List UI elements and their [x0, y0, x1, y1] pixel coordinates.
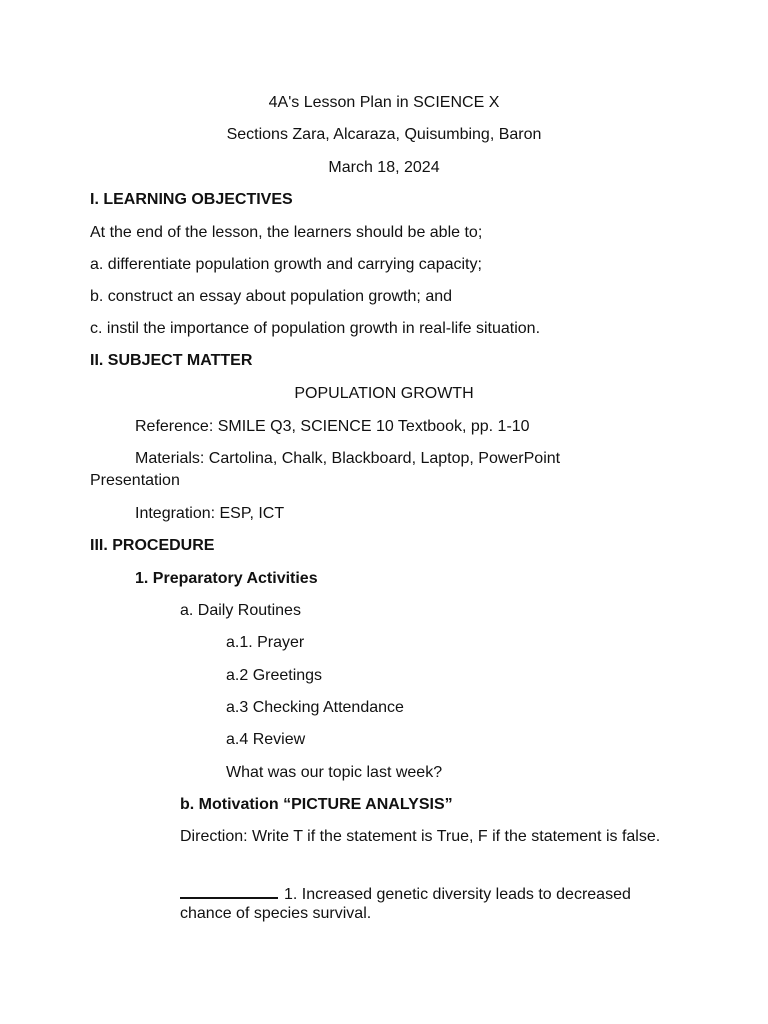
preparatory-activities-heading: 1. Preparatory Activities [135, 570, 318, 587]
topic-title: POPULATION GROWTH [294, 385, 474, 402]
reference-line: Reference: SMILE Q3, SCIENCE 10 Textbook, pp. 1-10 [135, 418, 530, 435]
lesson-title: 4A's Lesson Plan in SCIENCE X [268, 94, 500, 111]
integration-line: Integration: ESP, ICT [135, 505, 285, 522]
quiz-item-1-text: 1. Increased genetic diversity leads to decreased [284, 886, 631, 903]
sections-line: Sections Zara, Alcaraza, Quisumbing, Baron [226, 126, 542, 143]
direction-text: Direction: Write T if the statement is True, F if the statement is false. [180, 828, 661, 845]
objective-item-b: b. construct an essay about population growth; and [90, 288, 453, 305]
date-line: March 18, 2024 [328, 159, 440, 176]
objectives-heading: I. LEARNING OBJECTIVES [90, 191, 293, 208]
objectives-intro: At the end of the lesson, the learners should be able to; [90, 224, 483, 241]
routine-greetings: a.2 Greetings [226, 667, 323, 684]
motivation-heading: b. Motivation “PICTURE ANALYSIS” [180, 796, 453, 813]
materials-line-continued: Presentation [90, 472, 180, 489]
subject-matter-heading: II. SUBJECT MATTER [90, 352, 253, 369]
routine-prayer: a.1. Prayer [226, 634, 305, 651]
procedure-heading: III. PROCEDURE [90, 537, 215, 554]
daily-routines-heading: a. Daily Routines [180, 602, 301, 619]
quiz-item-1-continued: chance of species survival. [180, 905, 372, 922]
materials-line: Materials: Cartolina, Chalk, Blackboard, Laptop, PowerPoint [135, 450, 561, 467]
routine-review: a.4 Review [226, 731, 306, 748]
objective-item-a: a. differentiate population growth and carrying capacity; [90, 256, 482, 273]
routine-attendance: a.3 Checking Attendance [226, 699, 404, 716]
objective-item-c: c. instil the importance of population growth in real-life situation. [90, 320, 541, 337]
review-question: What was our topic last week? [226, 764, 443, 781]
answer-blank [180, 881, 278, 899]
